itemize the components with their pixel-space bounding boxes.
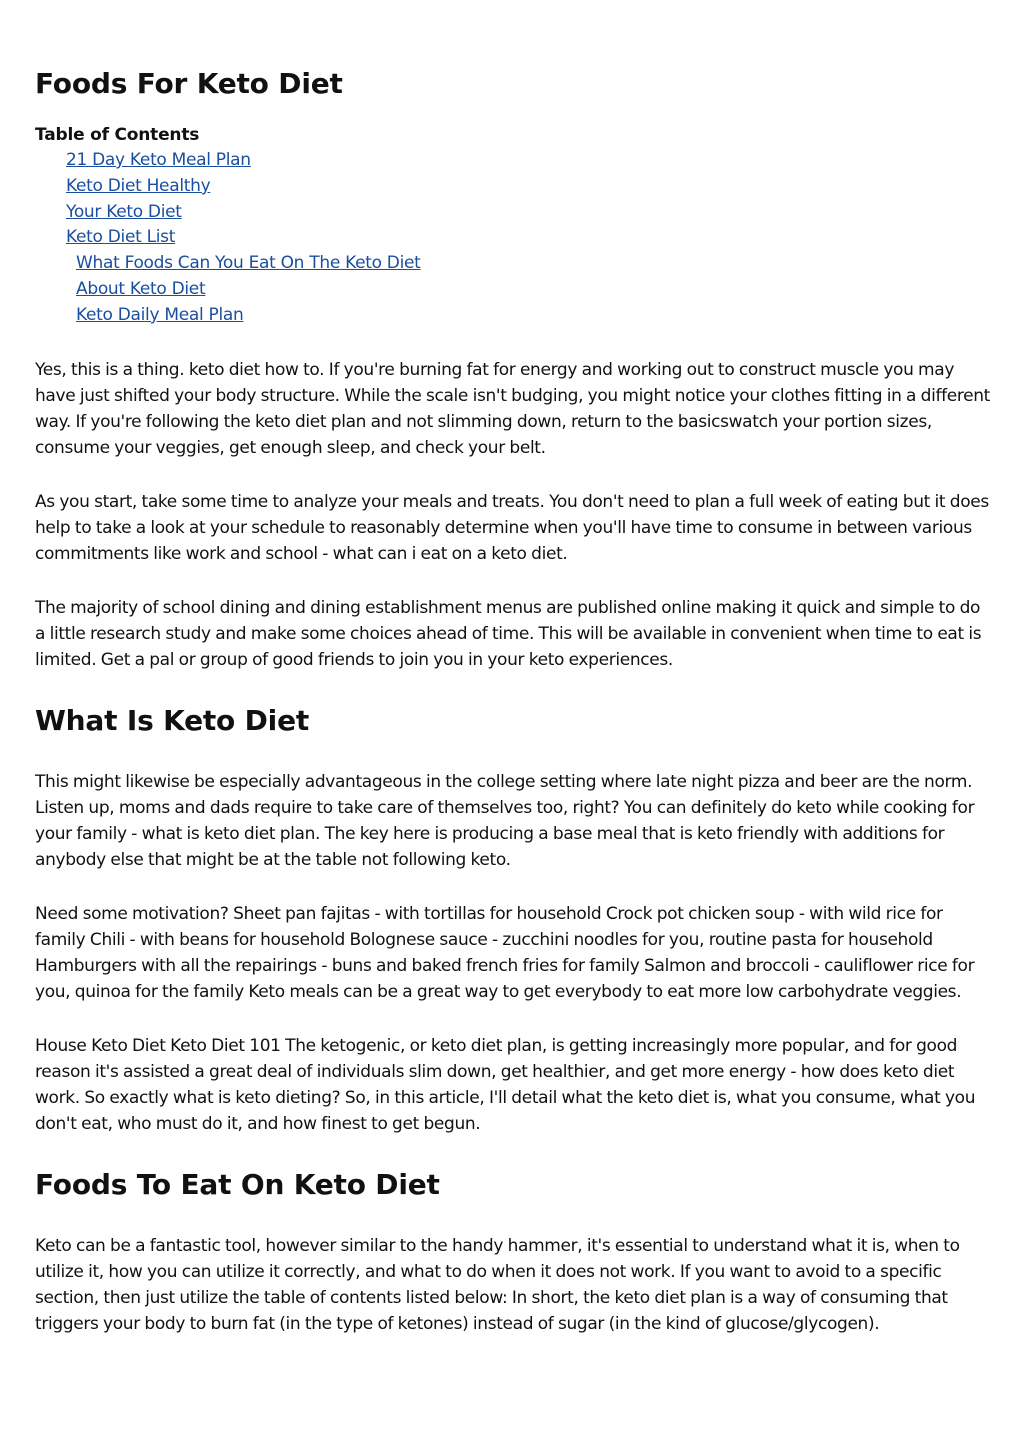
toc-link-what-foods-can-you-eat[interactable]: What Foods Can You Eat On The Keto Diet (76, 253, 421, 274)
toc-link-keto-diet-healthy[interactable]: Keto Diet Healthy (66, 175, 211, 196)
toc-subitem (35, 251, 990, 277)
table-of-contents (35, 122, 990, 329)
toc-link-21-day-keto-meal-plan[interactable]: 21 Day Keto Meal Plan (66, 150, 251, 170)
toc-link-your-keto-diet[interactable]: Your Keto Diet (66, 201, 182, 222)
toc-subitem (35, 277, 990, 303)
body-paragraph: This might likewise be especially advantageous in the college setting where late night pizza and beer are the norm. Listen up, moms and dads require to take care of themselves too, right? You can definitely do keto while cooking for your family - what is keto diet plan. The key here is producing a base meal that is keto friendly with additions for anybody else that might be at the table not following keto. (35, 771, 975, 870)
intro-paragraph: As you start, take some time to analyze your meals and treats. You don't need to plan a full week of eating but it does help to take a look at your schedule to reasonably determine when you'll have time to consume in between various commitments like work and school - what can i eat on a keto diet. (35, 491, 989, 564)
toc-item (35, 174, 990, 200)
toc-subitem (35, 303, 990, 329)
body-paragraph: Keto can be a fantastic tool, however similar to the handy hammer, it's essential to understand what it is, when to utilize it, how you can utilize it correctly, and what to do when it does not work. If you want to avoid to a specific section, then just utilize the table of contents listed below: In short, the keto diet plan is a way of consuming that triggers your body to burn fat (in the type of ketones) instead of sugar (in the kind of glucose/glycogen). (35, 1235, 960, 1334)
body-paragraph: House Keto Diet Keto Diet 101 The ketogenic, or keto diet plan, is getting increasingly more popular, and for good reason it's assisted a great deal of individuals slim down, get healthier, and get more energy - how does keto diet work. So exactly what is keto dieting? So, in this article, I'll detail what the keto diet is, what you consume, what you don't eat, who must do it, and how finest to get begun. (35, 1035, 976, 1134)
toc-item (35, 148, 990, 174)
toc-link-keto-diet-list[interactable]: Keto Diet List (66, 227, 176, 248)
section-heading-wrapper (35, 703, 990, 739)
intro-paragraph: Yes, this is a thing. keto diet how to. If you're burning fat for energy and working out to construct muscle you may have just shifted your body structure. While the scale isn't budging, you might notice your clothes fitting in a different way. If you're following the keto diet plan and not slimming down, return to the basicswatch your portion sizes, consume your veggies, get enough sleep, and check your belt. (35, 359, 990, 458)
section-heading-foods-to-eat: Foods To Eat On Keto Diet (35, 1167, 440, 1201)
page-title: Foods For Keto Diet (35, 67, 343, 100)
section-heading-wrapper (35, 1167, 990, 1203)
toc-list (35, 148, 990, 329)
section-heading-what-is-keto-diet: What Is Keto Diet (35, 703, 310, 737)
body-paragraph: Need some motivation? Sheet pan fajitas - with tortillas for household Crock pot chicken soup - with wild rice for family Chili - with beans for household Bolognese sauce - zucchini noodles for you, routine pasta for household Hamburgers with all the repairings - buns and baked french fries for family Salmon and broccoli - cauliflower rice for you, quinoa for the family Keto meals can be a great way to get everybody to eat more low carbohydrate veggies. (35, 903, 975, 1002)
intro-paragraph: The majority of school dining and dining establishment menus are published online making it quick and simple to do a little research study and make some choices ahead of time. This will be available in convenient when time to eat is limited. Get a pal or group of good friends to join you in your keto experiences. (35, 597, 982, 670)
toc-heading: Table of Contents (35, 125, 200, 145)
toc-item (35, 225, 990, 251)
toc-link-keto-daily-meal-plan[interactable]: Keto Daily Meal Plan (76, 304, 244, 325)
toc-item (35, 200, 990, 226)
toc-link-about-keto-diet[interactable]: About Keto Diet (76, 278, 206, 299)
